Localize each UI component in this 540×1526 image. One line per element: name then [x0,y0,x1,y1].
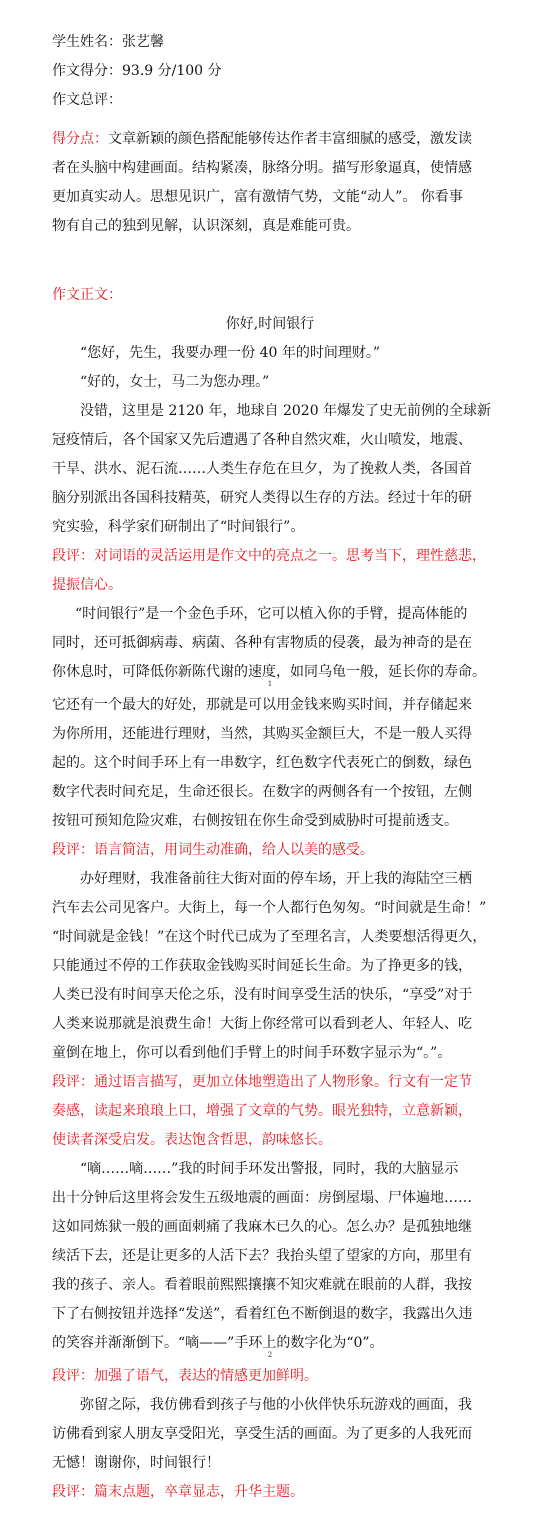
essay-title: 你好,时间银行 [225,316,315,332]
general-comment-label: 作文总评： [52,92,122,108]
essay-para-2: “好的，女士，马二为您办理。” [80,374,270,390]
score-points-label: 得分点： [52,131,108,147]
essay-para-4-line: “时间银行”是一个金色手环，它可以植入你的手臂，提高体能的 [75,606,468,622]
essay-para-5-line: “时间就是金钱！”在这个时代已成为了至理名言，人类要想活得更久， [52,929,487,945]
essay-para-5-line: 人类来说那就是浪费生命！大街上你经常可以看到老人、年轻人、吃 [52,1016,472,1032]
essay-para-5-line: 办好理财，我准备前往大街对面的停车场，开上我的海陆空三栖 [80,871,472,887]
essay-para-6-line: “嘀……嘀……”我的时间手环发出警报，同时，我的大脑显示 [80,1161,459,1177]
essay-para-5-line: 只能通过不停的工作获取金钱购买时间延长生命。为了挣更多的钱， [52,958,472,974]
paragraph-comment-4: 段评：加强了语气，表达的情感更加鲜明。 [52,1368,318,1384]
essay-para-4-line: 起的。这个时间手环上有一串数字，红色数字代表死亡的倒数，绿色 [52,755,472,771]
essay-para-4-line: 按钮可预知危险灾难，右侧按钮在你生命受到威胁时可提前透支。 [52,813,458,829]
essay-para-5-line: 童倒在地上，你可以看到他们手臂上的时间手环数字显示为“。”。 [52,1045,452,1061]
score-points-text: 文章新颖的颜色搭配能够传达作者丰富细腻的感受，激发读 [108,131,472,147]
essay-para-3-line: 冠疫情后，各个国家又先后遭遇了各种自然灾难，火山喷发，地震、 [52,432,472,448]
essay-para-6-line: 的笑容并渐渐倒下。“嘀——”手环上的数字化为“0”。 [52,1335,384,1351]
essay-para-4-line: 数字代表时间充足，生命还很长。在数字的两侧各有一个按钮，左侧 [52,784,472,800]
score-points-line-1 [52,131,492,147]
page-number: 2 [267,1351,273,1359]
page-number: 1 [267,680,273,688]
essay-para-5-line: 汽车去公司见客户。大街上，每一个人都行色匆匆。“时间就是生命！” [52,900,487,916]
paragraph-comment-1: 提振信心。 [52,577,122,593]
score-points-line-3: 更加真实动人。思想见识广，富有激情气势，文能“动人”。 你看事 [52,189,463,205]
paragraph-comment-1: 段评：对词语的灵活运用是作文中的亮点之一。思考当下，理性慈悲， [52,548,486,564]
paragraph-comment-3: 奏感，读起来琅琅上口，增强了文章的气势。眼光独特，立意新颖， [52,1103,472,1119]
essay-para-6-line: 续活下去，还是让更多的人活下去？我抬头望了望家的方向，那里有 [52,1248,472,1264]
essay-para-3-line: 没错，这里是 2120 年，地球自 2020 年爆发了史无前例的全球新 [80,403,492,419]
essay-para-5-line: 人类已没有时间享天伦之乐，没有时间享受生活的快乐，“享受”对于 [52,987,473,1003]
paragraph-comment-5: 段评：篇末点题，卒章显志，升华主题。 [52,1484,304,1500]
essay-para-4-line: 为你所用，还能进行理财，当然，其购买金额巨大，不是一般人买得 [52,726,472,742]
paragraph-comment-3: 使读者深受启发。表达饱含哲思，韵味悠长。 [52,1132,332,1148]
essay-para-1: “您好，先生，我要办理一份 40 年的时间理财。” [80,345,381,361]
essay-para-7-line: 访佛看到家人朋友享受阳光，享受生活的画面。为了更多的人我死而 [52,1426,472,1442]
student-name-line: 学生姓名：张艺馨 [52,34,164,50]
paragraph-comment-3: 段评：通过语言描写，更加立体地塑造出了人物形象。行文有一定节 [52,1074,472,1090]
essay-para-6-line: 这如同炼狱一般的画面刺痛了我麻木已久的心。怎么办？是孤独地继 [52,1219,472,1235]
essay-body-label: 作文正文： [52,287,122,303]
essay-para-6-line: 出十分钟后这里将会发生五级地震的画面：房倒屋塌、尸体遍地…… [52,1190,472,1206]
essay-para-7-line: 弥留之际，我仿佛看到孩子与他的小伙伴快乐玩游戏的画面，我 [80,1397,472,1413]
essay-para-7-line: 无憾！谢谢你，时间银行！ [52,1455,220,1471]
essay-para-4-line: 同时，还可抵御病毒、病菌、各种有害物质的侵袭，最为神奇的是在 [52,635,472,651]
essay-para-3-line: 究实验，科学家们研制出了“时间银行”。 [52,519,305,535]
essay-score-line: 作文得分：93.9 分/100 分 [52,63,222,79]
essay-para-4-line: 你休息时，可降低你新陈代谢的速度，如同乌龟一般，延长你的寿命。 [52,664,486,680]
essay-para-3-line: 干旱、洪水、泥石流……人类生存危在旦夕，为了挽救人类，各国首 [52,461,472,477]
score-points-line-2: 者在头脑中构建画面。结构紧凑，脉络分明。描写形象逼真，使情感 [52,160,472,176]
essay-para-6-line: 我的孩子、亲人。看着眼前熙熙攘攘不知灾难就在眼前的人群，我按 [52,1277,472,1293]
essay-para-3-line: 脑分别派出各国科技精英，研究人类得以生存的方法。经过十年的研 [52,490,472,506]
essay-para-4-line: 它还有一个最大的好处，那就是可以用金钱来购买时间，并存储起来 [52,697,472,713]
score-points-line-4: 物有自己的独到见解，认识深刻，真是难能可贵。 [52,218,360,234]
essay-para-6-line: 下了右侧按钮并选择“发送”，看着红色不断倒退的数字，我露出久违 [52,1306,473,1322]
paragraph-comment-2: 段评：语言简洁，用词生动准确，给人以美的感受。 [52,842,374,858]
